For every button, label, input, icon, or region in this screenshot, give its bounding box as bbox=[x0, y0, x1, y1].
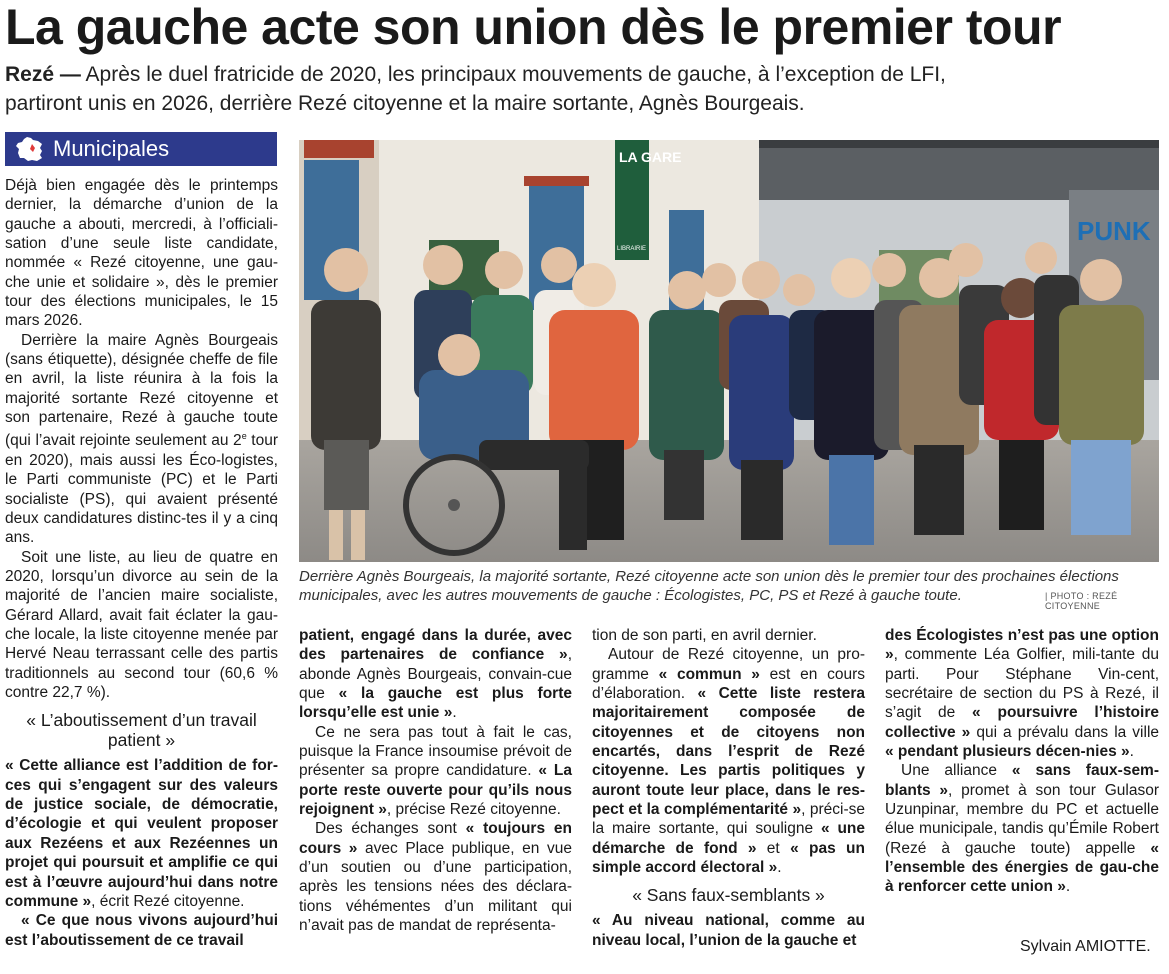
photo-credit: | PHOTO : REZÉ CITOYENNE bbox=[1045, 591, 1118, 611]
sign-text: LA GARE bbox=[619, 149, 682, 165]
headline: La gauche acte son union dès le premier tour bbox=[5, 0, 1062, 55]
photo-caption: Derrière Agnès Bourgeais, la majorité sortante, Rezé citoyenne acte son union dès le premier tour des prochaines élections municipales, avec les autres mouvements de gauche : Écologistes, PC, PS et Rezé à gauche toute. bbox=[299, 568, 1119, 604]
paragraph: tion de son parti, en avril dernier. bbox=[592, 627, 817, 644]
paragraph: Des échanges sont « toujours en cours » avec Place publique, en vue d’un soutien ou d’une participation, après les tensions nées des déclara-tions véhémentes d’un militant qui n’avait pas de mandat de représenta- bbox=[299, 820, 572, 935]
paragraph: Autour de Rezé citoyenne, un pro-gramme « commun » est en cours d’élaboration. « Cette liste restera majoritairement composée de citoyennes et de citoyens non encartés, dans l’esprit de Rezé citoyenne. Les partis politiques y auront toute leur place, dans le res-pect et la complémentarité », préci-se la maire sortante, qui souligne « une démarche de fond » et « pas un simple accord électoral ». bbox=[592, 646, 866, 877]
graffiti-text: PUNK bbox=[1077, 216, 1151, 246]
lede bbox=[5, 60, 1005, 118]
rubric-label: Municipales bbox=[53, 136, 170, 161]
france-map-icon bbox=[15, 136, 45, 162]
sign-small-text: LIBRAIRIE bbox=[617, 246, 647, 252]
paragraph: Une alliance « sans faux-sem-blants », promet à son tour Gulasor Uzunpinar, membre du PC et actuelle élue municipale, tandis qu’Émile Robert (Rezé à gauche toute) appelle « l’ensemble des énergies de gau-che à renforcer cette union ». bbox=[885, 762, 1160, 896]
group-photo bbox=[299, 140, 1159, 562]
paragraph: Déjà bien engagée dès le printemps dernier, la démarche d’union de la gauche a abouti, mercredi, à l’officiali-sation d’une seule liste candidate, nommée « Rezé citoyenne, une gau-che unie et solidaire », dès le premier tour des élections municipales, le 15 mars 2026. bbox=[5, 177, 278, 330]
rubric-banner bbox=[5, 132, 277, 166]
intertitle: « L’aboutissement d’un travail patient » bbox=[26, 710, 257, 751]
paragraph: Ce ne sera pas tout à fait le cas, puisque la France insoumise prévoit de présenter sa propre candidature. « La porte reste ouverte pour qu’ils nous rejoignent », précise Rezé citoyenne. bbox=[299, 723, 572, 819]
paragraph: « Cette alliance est l’addition de for-ces qui s’engagent sur des valeurs de justice sociale, de démocratie, d’écologie et qui veulent proposer aux Rezéens et aux Rezéennes un projet qui poursuit et amplifie ce qui est à l’œuvre aujourd’hui dans notre commune », écrit Rezé citoyenne. bbox=[5, 757, 278, 910]
paragraph: Derrière la maire Agnès Bourgeais (sans étiquette), désignée cheffe de file en avril, la liste réunira à la fois la majorité sortante Rezé citoyenne et son partenaire, Rezé à gauche toute (qui l’avait rejointe seulement au 2e tour en 2020), mais aussi les Éco-logistes, le Parti communiste (PC) et le Parti socialiste (PS), qui avaient présenté deux candidatures distinc-tes il y a cinq ans. bbox=[5, 331, 279, 547]
paragraph: « Ce que nous vivons aujourd’hui est l’aboutissement de ce travail bbox=[5, 912, 278, 949]
paragraph: des Écologistes n’est pas une option », commente Léa Golfier, mili-tante du parti. Pour Stéphane Vin-cent, secrétaire de section du PS à Rezé, il s’agit de « poursuivre l’histoire collective » qui a prévalu dans la ville « pendant plusieurs décen-nies ». bbox=[885, 627, 1160, 761]
lede-text: Après le duel fratricide de 2020, les principaux mouvements de gauche, à l’exception de LFI, partiront unis en 2026, derrière Rezé citoyenne et la maire sortante, Agnès Bourgeais. bbox=[5, 63, 946, 115]
paragraph: « Au niveau national, comme au niveau local, l’union de la gauche et bbox=[592, 912, 865, 949]
lede-place: Rezé — bbox=[5, 63, 81, 86]
article-column-2 bbox=[299, 626, 572, 936]
article-column-1 bbox=[5, 176, 278, 950]
group-photo-illustration bbox=[299, 140, 1159, 562]
paragraph: patient, engagé dans la durée, avec des partenaires de confiance », abonde Agnès Bourgeais, convain-cue que « la gauche est plus forte lorsqu’elle est unie ». bbox=[299, 627, 572, 722]
intertitle: « Sans faux-semblants » bbox=[632, 885, 825, 906]
paragraph: Soit une liste, au lieu de quatre en 2020, lorsqu’un divorce au sein de la majorité de l’ancien maire socialiste, Gérard Allard, avait fait éclater la gau-che locale, la liste citoyenne menée par Hervé Neau terrassant celle des partis traditionnels au second tour (60,6 % contre 22,7 %). bbox=[5, 548, 278, 702]
article-column-4 bbox=[885, 626, 1159, 897]
author-signature: Sylvain AMIOTTE. bbox=[1020, 938, 1151, 955]
article-column-3 bbox=[592, 626, 865, 950]
